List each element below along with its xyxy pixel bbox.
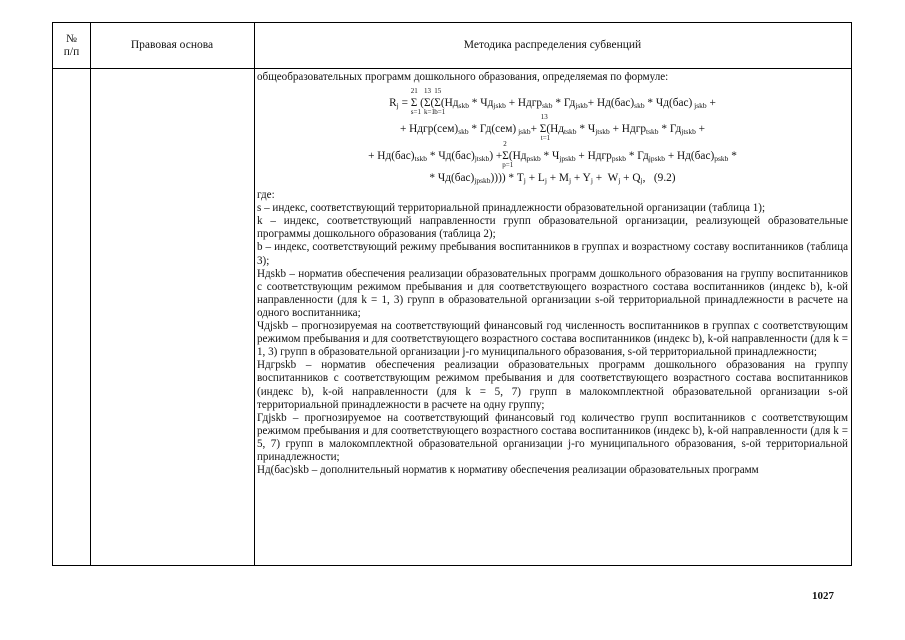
definition-s: s – индекс, соответствующий территориальной принадлежности образовательной организации (таблица 1);	[257, 202, 766, 215]
formula-line-2: + $Ндгр(сем)_{skb} * Гд(сем)$ $_{jskb}$+ Σ 13 t=1 ($Нд_{tskb} * Ч_{jtskb}$ + Ндгр$_{tskb}$ * $Гд_{jtskb}$ +	[399, 113, 706, 142]
definition-nd: Ндskb – норматив обеспечения реализации образовательных программ дошкольного образования на группу воспитанников с соответствующим режимом пребывания и для соответствующего возрастного состава воспитанников (индекс b), k-ой направленности (для k = 1, 3) групп в образовательной организации s-ой территориальной принадлежности в расчете на одного воспитанника;	[257, 267, 848, 319]
methodology-table	[52, 22, 852, 566]
column-divider	[254, 23, 255, 565]
definition-nd-bas: Нд(бас)skb – дополнительный норматив к нормативу обеспечения реализации образовательных программ	[257, 464, 759, 477]
column-divider	[90, 23, 91, 565]
page-number: 1027	[812, 590, 834, 602]
definition-ndgr: Ндгрskb – норматив обеспечения реализации образовательных программ дошкольного образования на группу воспитанников с соответствующим режимом пребывания и для соответствующего возрастного состава воспитанников (индекс b), k-ой направленности (для k = 5, 7) групп в малокомплектной образовательной организации s-ой территориальной принадлежности в расчете на одну группу;	[257, 359, 848, 411]
formula-line-3: + $Нд(бас)_{tskb} * Чд(бас)_{jtskb}) +\Sigma$ 2 p=1 ($Нд_{pskb} * Ч_{jpskb}$ + Ндгр$_{pskb}$ * $Гд_{jpskb} + Нд(бас)_{pskb}$ *	[368, 140, 737, 169]
formula-line-1: $R_j = \Sigma$ 21 s=1 (Σ 13 k=1 (Σ 15 b=1 ($Нд_{skb} * Чд_{jskb}$ + Ндгр$_{skb}$ * $Гд_{jskb}+ Нд(бас)_{skb} * Чд(бас) _{jskb}$ +	[389, 87, 716, 116]
formula-line-4: * $Чд(бас)_{jpskb})))) * T_j + L_j + M_j + Y_j + W_j + Q_j$, (9.2)	[429, 172, 676, 185]
definition-chd: Чдjskb – прогнозируемая на соответствующий финансовый год численность воспитанников в группах с соответствующим режимом пребывания и для соответствующего возрастного состава воспитанников (индекс b), k-ой направленности (для k = 1, 3) групп в образовательной организации j-го муниципального образования, s-ой территориальной принадлежности;	[257, 320, 848, 359]
header-methodology: Методика распределения субвенций	[463, 39, 642, 51]
header-divider	[53, 68, 851, 69]
intro-text: общеобразовательных программ дошкольного образования, определяемая по формуле:	[257, 71, 669, 83]
definition-k: k – индекс, соответствующий направленности групп образовательной организации, реализующей образовательные программы дошкольного образования (таблица 2);	[257, 215, 848, 241]
definition-b: b – индекс, соответствующий режиму пребывания воспитанников в группах и возрастному составу воспитанников (таблица 3);	[257, 241, 848, 267]
methodology-cell	[257, 71, 848, 565]
header-number: № п/п	[63, 32, 80, 58]
definition-gd: Гдjskb – прогнозируемое на соответствующий финансовый год количество групп воспитанников с соответствующим режимом пребывания и для соответствующего возрастного состава воспитанников (индекс b), k-ой направленности (для k = 5, 7) групп в малокомплектной образовательной организации j-го муниципального образования, s-ой территориальной принадлежности;	[257, 411, 848, 463]
header-legal-basis: Правовая основа	[130, 39, 214, 51]
where-label: где:	[257, 189, 275, 202]
